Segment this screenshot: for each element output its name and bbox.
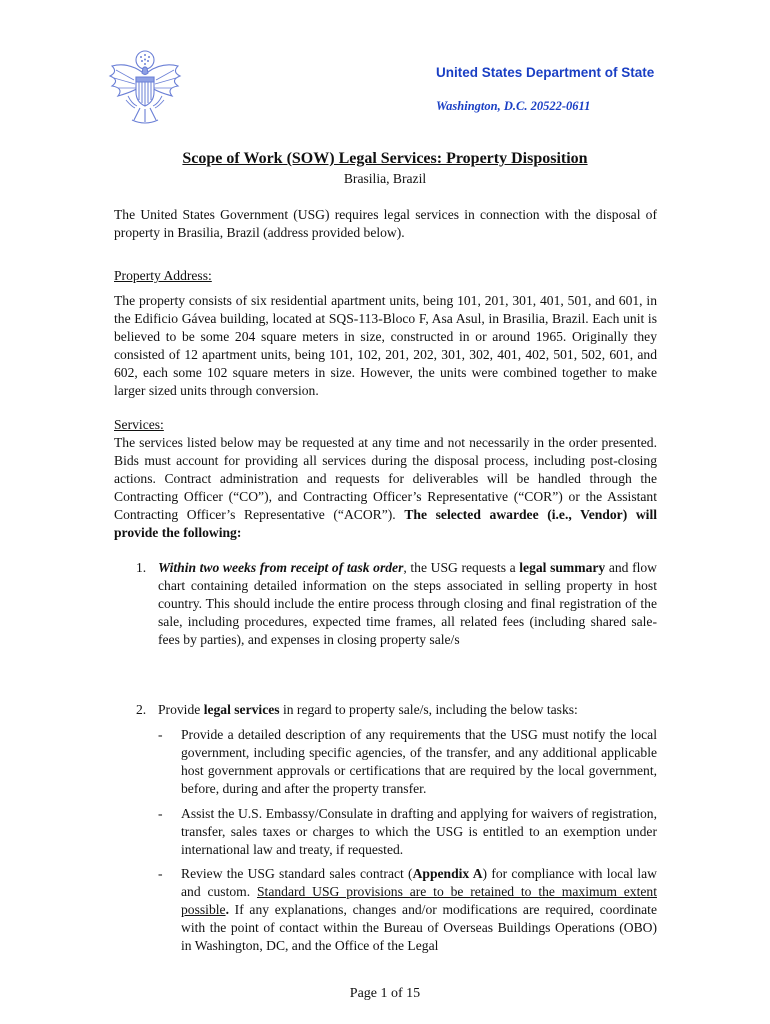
item-bold-a: legal summary [519, 560, 606, 575]
sub-list-dash: - [158, 866, 163, 881]
list-item-number: 2. [136, 702, 147, 717]
agency-location: Washington, D.C. 20522-0611 [436, 99, 591, 113]
sub-list-dash: - [158, 727, 163, 742]
item-text-a: Provide [158, 702, 204, 717]
sub-text-a: Review the USG standard sales contract ( [181, 866, 413, 881]
sub-text-b: ) for compliance with local law and custom. [181, 866, 657, 899]
great-seal-eagle-icon [104, 46, 186, 128]
item-text-b: in regard to property sale/s, including the below tasks: [279, 702, 578, 717]
services-paragraph [114, 434, 657, 542]
item-text-b: and flow chart containing detailed information on the steps associated in selling property in host country. This should include the entire process through closing and final registration of the sale, including procedures, expected time frames, all related fees (including shared sale-fees by parties), and expenses in closing property sale/s [158, 560, 657, 647]
sub-bold-b: . [225, 902, 229, 917]
page-number: Page 1 of 15 [349, 986, 421, 1001]
sub-list-text [181, 865, 657, 955]
list-item-body [158, 701, 657, 719]
sub-underline-a: Standard USG provisions are to be retained to the maximum extent possible [181, 884, 657, 917]
property-paragraph: The property consists of six residential apartment units, being 101, 201, 301, 401, 501, and 601, in the Edificio Gávea building, located at SQS-113-Bloco F, Asa Asul, in Brasilia, Brazil. Each unit is believed to be some 204 square meters in size, constructed in or around 1965. Originally they consisted of 12 apartment units, being 101, 102, 201, 202, 301, 302, 401, 402, 501, 502, 601, and 602, each some 102 square meters in size. However, the units were combined together to make larger sized units through conversion. [114, 293, 657, 398]
agency-name: United States Department of State [436, 65, 655, 80]
sub-text-c: If any explanations, changes and/or modifications are required, coordinate with the point of contact within the Bureau of Overseas Buildings Operations (OBO) in Washington, DC, and the Office of the Legal [181, 902, 657, 953]
sub-list-text: Assist the U.S. Embassy/Consulate in drafting and applying for waivers of registration, transfer, sales taxes or charges to which the USG is entitled to an exemption under international law and treaty, if requested. [181, 806, 657, 857]
item-bold-a: legal services [203, 702, 280, 717]
services-text: The services listed below may be requested at any time and not necessarily in the order presented. Bids must account for providing all services during the disposal process, including post-closing actions. Contract administration and requests for deliverables will be handled through the Contracting Officer (“CO”), and Contracting Officer’s Representative (“COR”) or the Assistant Contracting Officer’s Representative (“ACOR”). [114, 435, 657, 522]
document-title: Scope of Work (SOW) Legal Services: Property Disposition [182, 150, 588, 167]
sub-bold-a: Appendix A [412, 866, 483, 881]
property-address-heading: Property Address: [114, 268, 212, 283]
sub-list-dash: - [158, 806, 163, 821]
services-heading: Services: [114, 417, 164, 432]
intro-paragraph: The United States Government (USG) requires legal services in connection with the disposal of property in Brasilia, Brazil (address provided below). [114, 207, 657, 240]
sub-list-text: Provide a detailed description of any requirements that the USG must notify the local government, including specific agencies, of the transfer, and any additional applicable host government approvals or certifications that are required by the local government, before, during and after the property transfer. [181, 727, 657, 796]
services-bold-line: The selected awardee (i.e., Vendor) will provide the following: [114, 507, 657, 540]
document-subtitle: Brasilia, Brazil [343, 171, 427, 186]
list-item-body [158, 559, 657, 649]
item-text-a: , the USG requests a [403, 560, 520, 575]
item-lead-emphasis: Within two weeks from receipt of task order [158, 560, 404, 575]
list-item-number: 1. [136, 560, 147, 575]
